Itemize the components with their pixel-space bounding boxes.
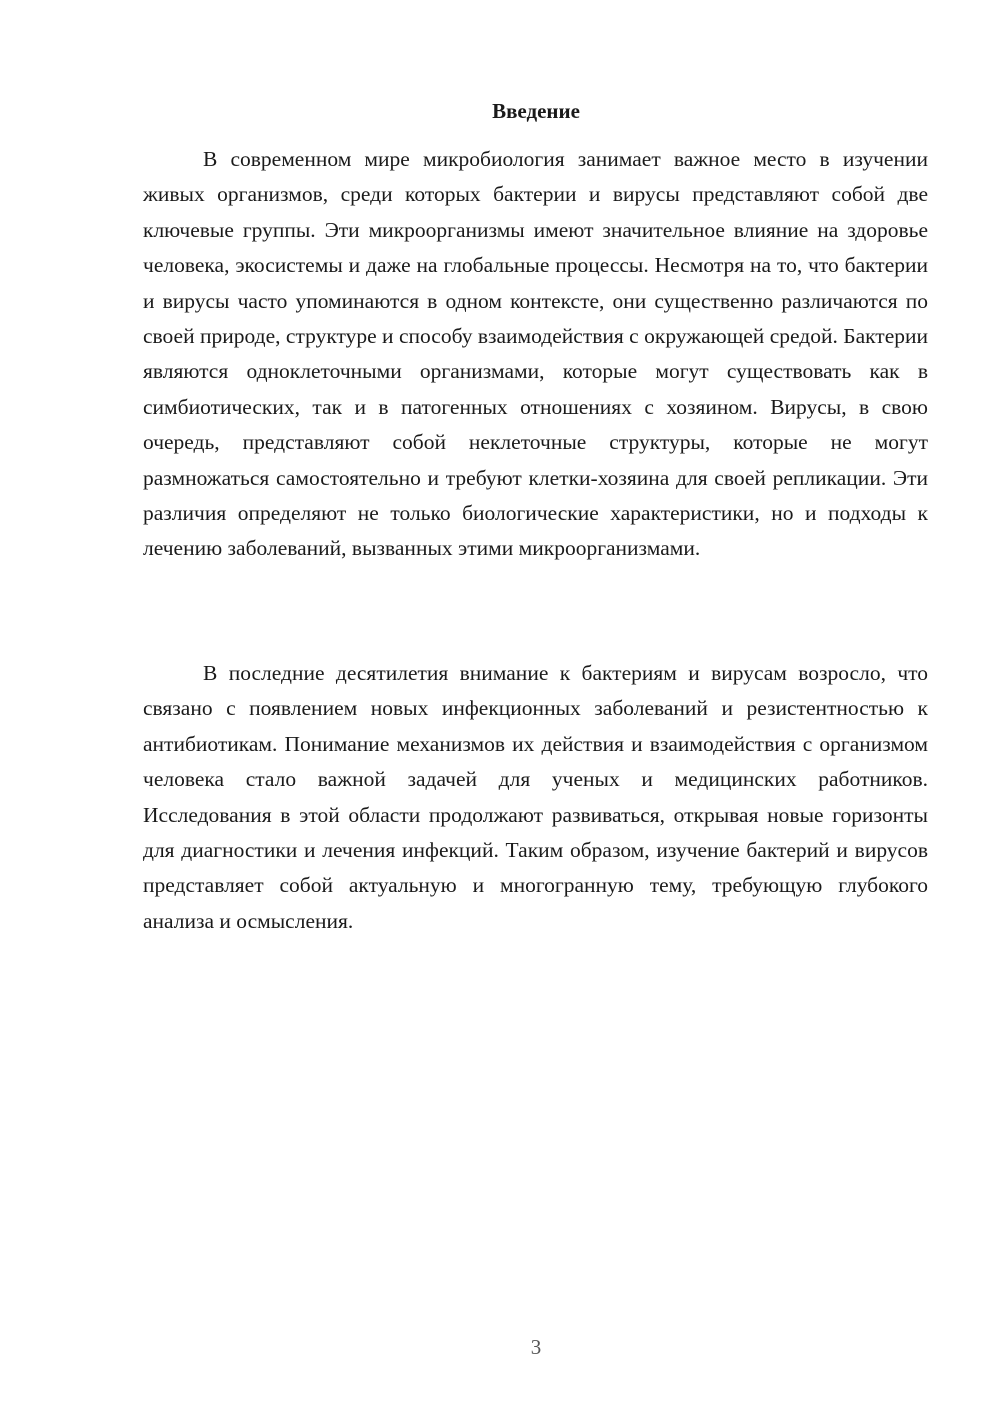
- paragraph-1: В современном мире микробиология занимает важное место в изучении живых организмов, среди которых бактерии и вирусы представляют собой две ключевые группы. Эти микроорганизмы имеют значительное влияние на здоровье человека, экосистемы и даже на глобальные процессы. Несмотря на то, что бактерии и вирусы часто упоминаются в одном контексте, они существенно различаются по своей природе, структуре и способу взаимодействия с окружающей средой. Бактерии являются одноклеточными организмами, которые могут существовать как в симбиотических, так и в патогенных отношениях с хозяином. Вирусы, в свою очередь, представляют собой неклеточные структуры, которые не могут размножаться самостоятельно и требуют клетки-хозяина для своей репликации. Эти различия определяют не только биологические характеристики, но и подходы к лечению заболеваний, вызванных этими микроорганизмами.: [143, 147, 928, 561]
- section-title: Введение: [492, 99, 580, 123]
- paragraph-2: В последние десятилетия внимание к бактериям и вирусам возросло, что связано с появлением новых инфекционных заболеваний и резистентностью к антибиотикам. Понимание механизмов их действия и взаимодействия с организмом человека стало важной задачей для ученых и медицинских работников. Исследования в этой области продолжают развиваться, открывая новые горизонты для диагностики и лечения инфекций. Таким образом, изучение бактерий и вирусов представляет собой актуальную и многогранную тему, требующую глубокого анализа и осмысления.: [143, 661, 928, 933]
- page-number: 3: [530, 1335, 542, 1359]
